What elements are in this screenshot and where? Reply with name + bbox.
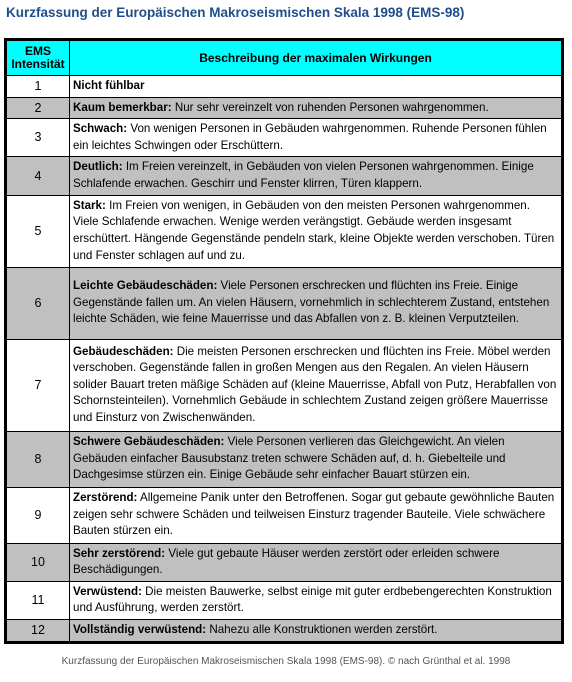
table-row bbox=[7, 267, 562, 339]
intensity-value: 2 bbox=[7, 97, 70, 119]
description-text: Allgemeine Panik unter den Betroffenen. Sogar gut gebaute gewöhnliche Bauten zeigen sehr schwere Schäden und teilweisen Einsturz tragender Bauteile. Viele schwächere Bauten stürzen ein. bbox=[73, 491, 555, 538]
description-cell bbox=[70, 431, 562, 487]
header-description: Beschreibung der maximalen Wirkungen bbox=[70, 41, 562, 76]
ems-table-frame bbox=[4, 38, 564, 644]
description-label: Gebäudeschäden: bbox=[73, 344, 174, 358]
description-cell bbox=[70, 97, 562, 119]
description-text: Viele gut gebaute Häuser werden zerstört oder erleiden schwere Beschädigungen. bbox=[73, 546, 500, 577]
table-row bbox=[7, 431, 562, 487]
description-cell bbox=[70, 119, 562, 157]
table-row bbox=[7, 76, 562, 98]
description-label: Nicht fühlbar bbox=[73, 79, 145, 92]
description-cell bbox=[70, 543, 562, 581]
table-row bbox=[7, 119, 562, 157]
intensity-value: 7 bbox=[7, 339, 70, 431]
intensity-value: 8 bbox=[7, 431, 70, 487]
table-row bbox=[7, 487, 562, 543]
intensity-value: 1 bbox=[7, 76, 70, 98]
intensity-value: 10 bbox=[7, 543, 70, 581]
description-label: Deutlich: bbox=[73, 160, 123, 174]
table-row bbox=[7, 619, 562, 641]
description-label: Verwüstend: bbox=[73, 584, 142, 598]
table-row bbox=[7, 195, 562, 267]
description-label: Leichte Gebäudeschäden: bbox=[73, 279, 218, 293]
description-cell bbox=[70, 267, 562, 339]
description-text: Viele Personen verlieren das Gleichgewicht. An vielen Gebäuden einfacher Bausubstanz treten schwere Schäden auf, d. h. Giebelteile und Dachgesimse stürzen ein. Einige Gebäude sehr einfacher Bauart stürzen ein. bbox=[73, 435, 506, 482]
description-text: Die meisten Personen erschrecken und flüchten ins Freie. Möbel werden verschoben. Gegenstände fallen in großen Mengen aus den Regalen. An vielen Häusern solider Bauart treten mäßige Schäden auf (kleine Mauerrisse, Abfall von Putz, Herabfallen von Schornsteinteilen). Vornehmlich Gebäude in schlechtem Zustand zeigen größere Mauerrisse und Einsturz von Zwischenwänden. bbox=[73, 344, 557, 424]
table-row bbox=[7, 581, 562, 619]
description-cell bbox=[70, 195, 562, 267]
description-cell bbox=[70, 619, 562, 641]
description-cell bbox=[70, 339, 562, 431]
description-cell bbox=[70, 76, 562, 98]
description-label: Sehr zerstörend: bbox=[73, 546, 166, 560]
intensity-value: 4 bbox=[7, 157, 70, 195]
table-row bbox=[7, 157, 562, 195]
intensity-value: 9 bbox=[7, 487, 70, 543]
description-text: Die meisten Bauwerke, selbst einige mit guter erdbebengerechten Konstruktion und Ausführung, werden zerstört. bbox=[73, 584, 552, 615]
description-text: Im Freien vereinzelt, in Gebäuden von vielen Personen wahrgenommen. Einige Schlafende erwachen. Geschirr und Fenster klirren, Türen klappern. bbox=[73, 160, 534, 190]
intensity-value: 3 bbox=[7, 119, 70, 157]
description-cell bbox=[70, 581, 562, 619]
page-title: Kurzfassung der Europäischen Makroseismischen Skala 1998 (EMS-98) bbox=[6, 5, 465, 20]
description-text: Viele Personen erschrecken und flüchten ins Freie. Einige Gegenstände fallen um. An vielen Häusern, vornehmlich in schlechterem Zustand, entstehen leichte Schäden, wie feine Mauerrisse und das Abfallen von z. B. kleinen Verputzteilen. bbox=[73, 279, 550, 326]
description-text: Nur sehr vereinzelt von ruhenden Personen wahrgenommen. bbox=[171, 100, 489, 114]
table-row bbox=[7, 543, 562, 581]
description-cell bbox=[70, 157, 562, 195]
description-label: Vollständig verwüstend: bbox=[73, 622, 207, 636]
description-label: Stark: bbox=[73, 198, 106, 212]
intensity-value: 11 bbox=[7, 581, 70, 619]
description-label: Schwere Gebäudeschäden: bbox=[73, 435, 225, 449]
description-label: Kaum bemerkbar: bbox=[73, 100, 172, 114]
description-text: Nahezu alle Konstruktionen werden zerstört. bbox=[206, 622, 438, 636]
intensity-value: 12 bbox=[7, 619, 70, 641]
description-text: Im Freien von wenigen, in Gebäuden von den meisten Personen wahrgenommen. Viele Schlafende erwachen. Wenige werden verängstigt. Gebäude werden insgesamt erschüttert. Hängende Gegenstände pendeln stark, kleine Objekte werden verschoben. Türen und Fenster schlagen auf und zu. bbox=[73, 198, 555, 262]
intensity-value: 5 bbox=[7, 195, 70, 267]
header-intensity: EMS Intensität bbox=[7, 41, 70, 76]
description-label: Schwach: bbox=[73, 122, 128, 136]
table-row bbox=[7, 97, 562, 119]
figure-caption: Kurzfassung der Europäischen Makroseismischen Skala 1998 (EMS-98). © nach Grünthal et al. 1998 bbox=[61, 656, 511, 667]
description-label: Zerstörend: bbox=[73, 491, 138, 505]
table-row bbox=[7, 339, 562, 431]
description-cell bbox=[70, 487, 562, 543]
intensity-value: 6 bbox=[7, 267, 70, 339]
description-text: Von wenigen Personen in Gebäuden wahrgenommen. Ruhende Personen fühlen ein leichtes Schwingen oder Erschüttern. bbox=[73, 122, 547, 152]
ems-scale-table bbox=[6, 40, 562, 642]
